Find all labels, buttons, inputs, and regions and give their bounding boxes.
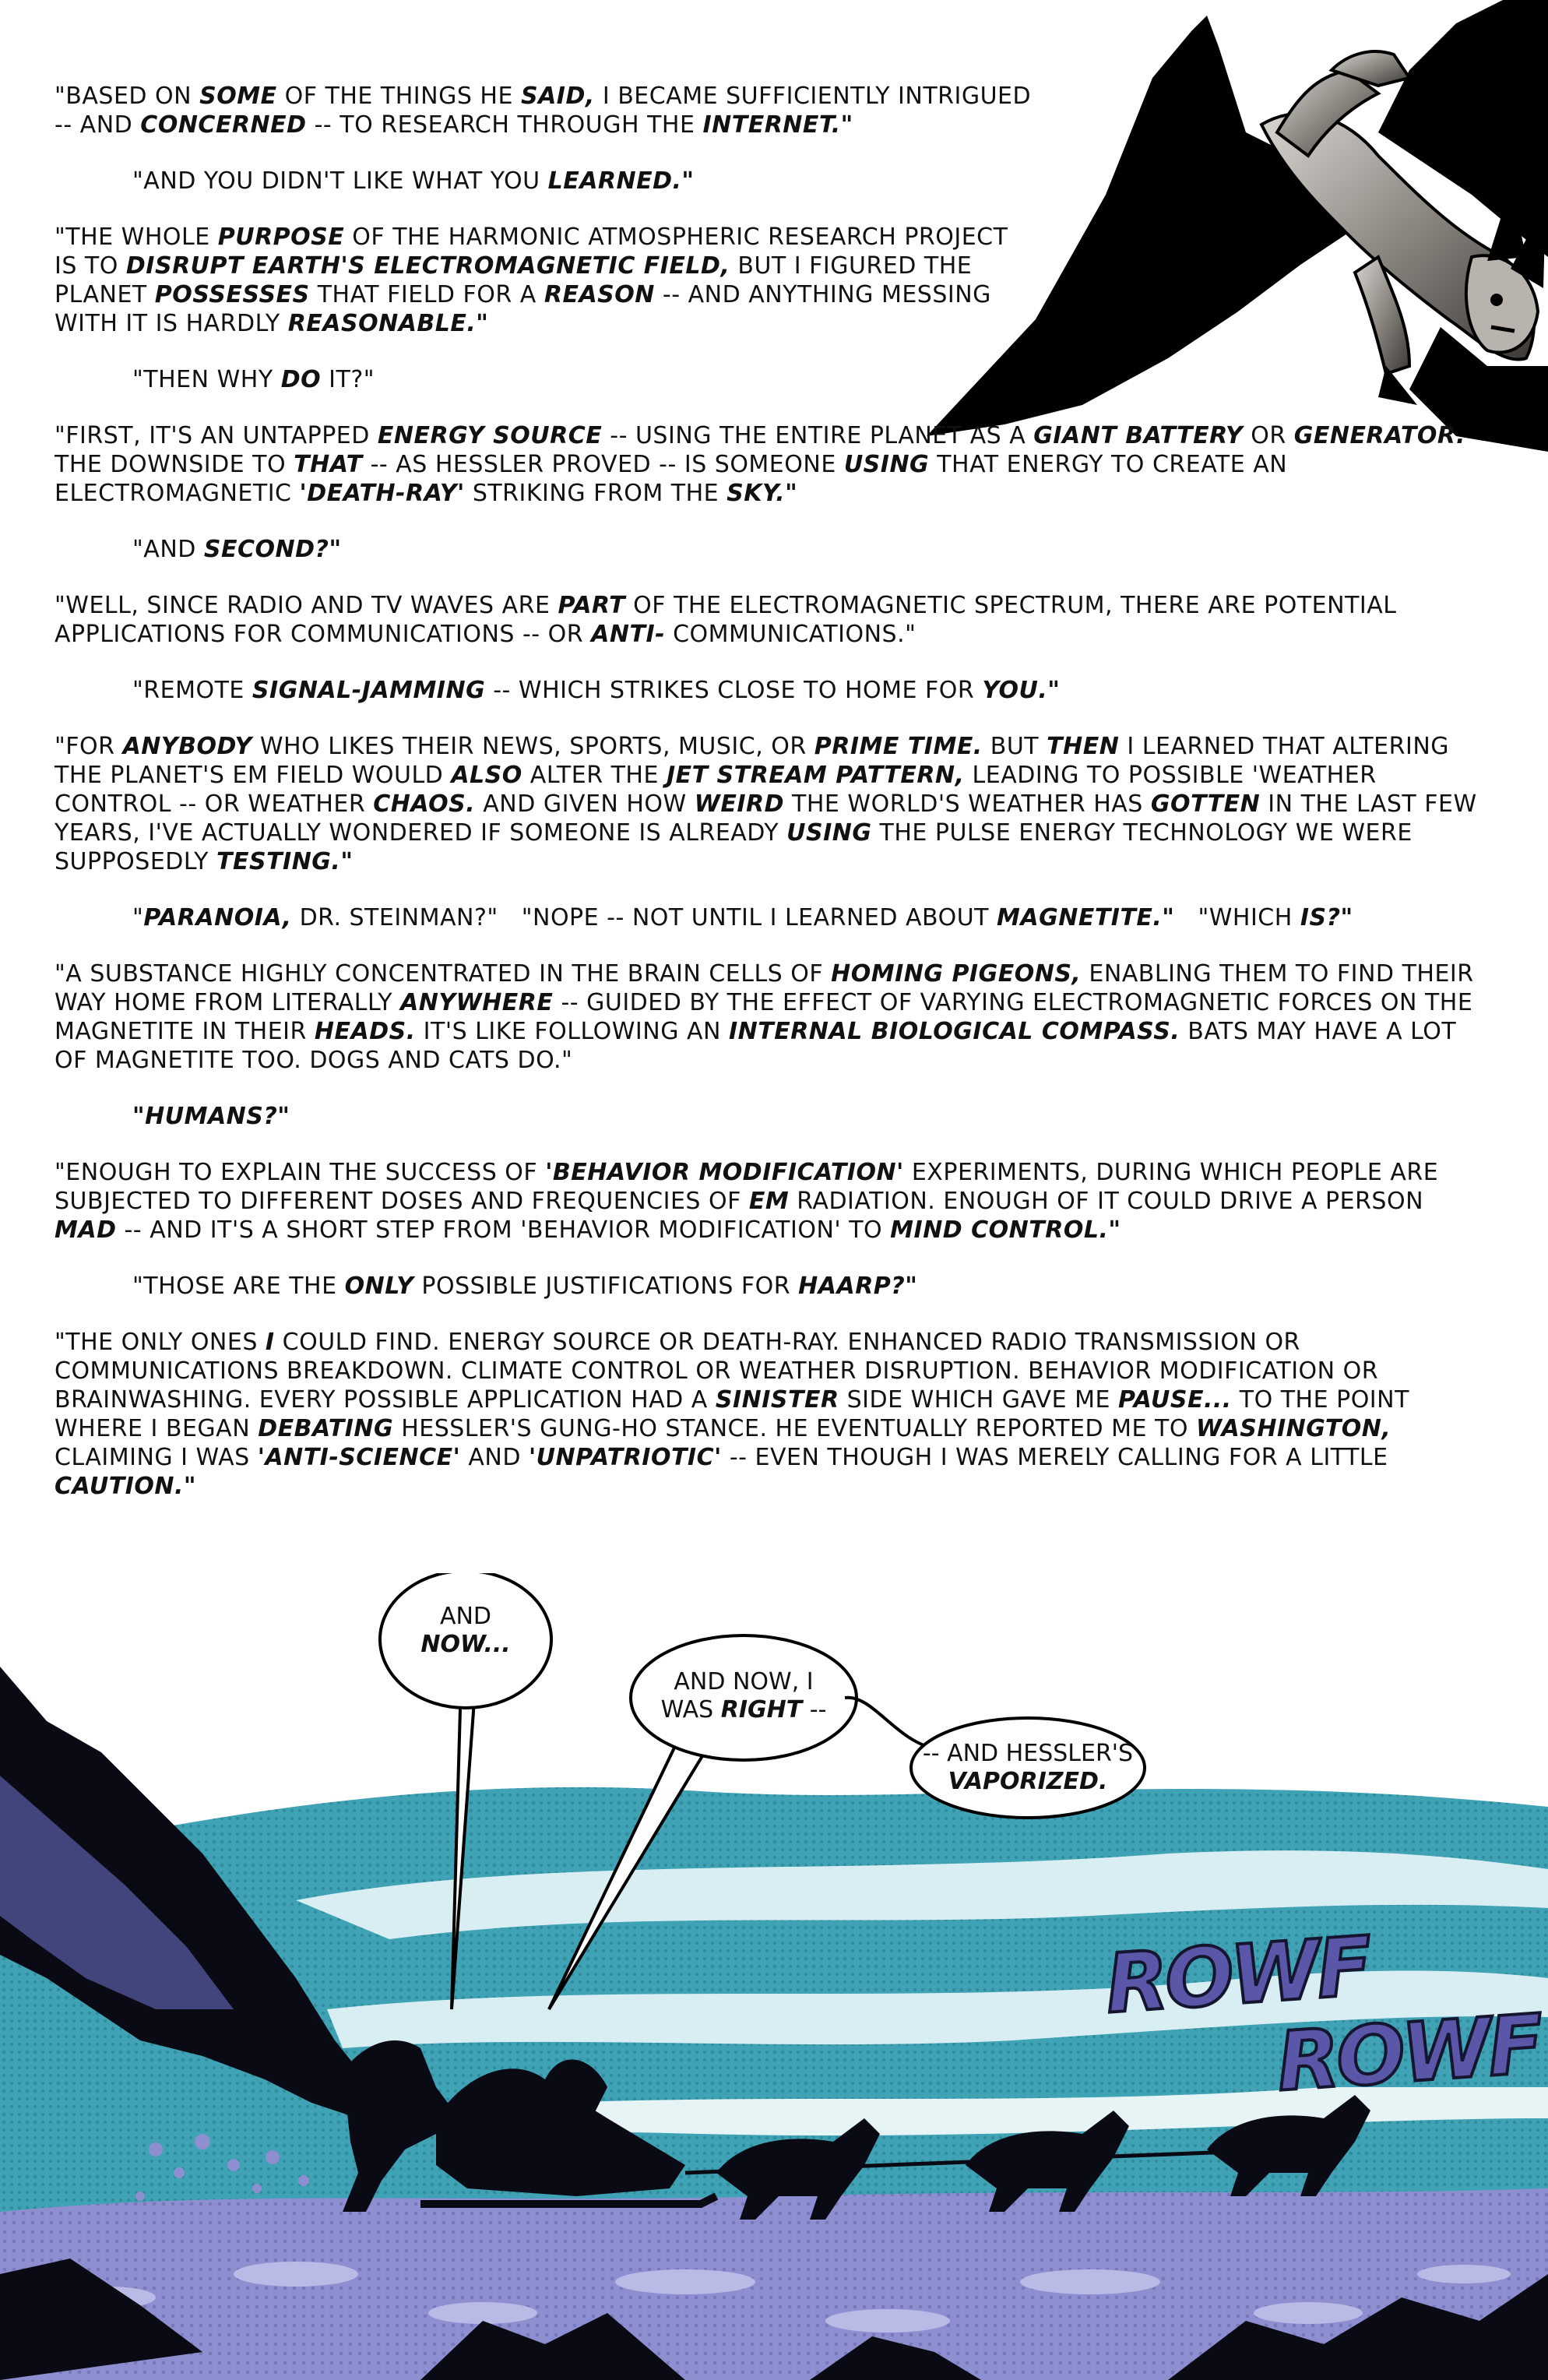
dialogue-paragraph-9 [55, 732, 1487, 876]
text-run: ALTER THE [522, 762, 667, 789]
sound-effect-rowf-2: ROWF [1274, 1996, 1544, 2110]
emphasis-run: 'BEHAVIOR MODIFICATION' [545, 1159, 904, 1186]
text-run: OF THE ELECTROMAGNETIC SPECTRUM, THERE ARE POTENTIAL APPLICATIONS FOR COMMUNICATIONS -- OR [55, 592, 1397, 648]
emphasis-run: GIANT BATTERY [1033, 422, 1244, 449]
dialogue-paragraph-15 [55, 1328, 1487, 1501]
balloon-line: -- AND HESSLER'S [922, 1740, 1134, 1767]
balloon-line: AND NOW, I [674, 1668, 814, 1695]
balloon-2-text [646, 1668, 841, 1724]
emphasis-run: HEADS. [314, 1018, 416, 1045]
text-run: -- USING THE ENTIRE PLANET AS A [602, 422, 1034, 449]
dialogue-paragraph-3 [55, 223, 1036, 338]
emphasis-run: GOTTEN [1150, 790, 1261, 818]
emphasis-run: GENERATOR. [1293, 422, 1465, 449]
text-run: -- TO RESEARCH THROUGH THE [306, 111, 703, 139]
text-run: -- [802, 1696, 827, 1723]
balloon-1-text [388, 1603, 544, 1659]
text-run: "BASED ON [55, 83, 200, 110]
text-run: "A SUBSTANCE HIGHLY CONCENTRATED IN THE BRAIN CELLS OF [55, 960, 832, 988]
emphasis-run: ALSO [451, 762, 522, 789]
emphasis-run: MAGNETITE." [997, 904, 1175, 931]
emphasis-run: SIGNAL-JAMMING [252, 677, 486, 704]
emphasis-run: 'DEATH-RAY' [299, 480, 465, 507]
text-run: "AND YOU DIDN'T LIKE WHAT YOU [132, 167, 548, 195]
text-run: OF THE THINGS HE [276, 83, 521, 110]
dialogue-paragraph-8 [55, 676, 1487, 705]
text-run: I LEARNED THAT ALTERING THE PLANET'S EM FIELD WOULD [55, 733, 1450, 789]
text-run: CLAIMING I WAS [55, 1444, 258, 1471]
creature-eye [1490, 294, 1503, 306]
emphasis-run: HOMING PIGEONS, [831, 960, 1082, 988]
sound-effect-rowf-1: ROWF [1103, 1918, 1373, 2032]
text-run: "WELL, SINCE RADIO AND TV WAVES ARE [55, 592, 558, 619]
emphasis-run: POSSESSES [154, 281, 310, 308]
text-run: TO THE POINT WHERE I BEGAN [55, 1386, 1409, 1442]
emphasis-run: PAUSE... [1117, 1386, 1232, 1414]
text-run: -- AND IT'S A SHORT STEP FROM 'BEHAVIOR MODIFICATION' TO [116, 1216, 891, 1244]
emphasis-run: DO [280, 366, 322, 393]
text-run: WHO LIKES THEIR NEWS, SPORTS, MUSIC, OR [252, 733, 814, 760]
text-run: "ENOUGH TO EXPLAIN THE SUCCESS OF [55, 1159, 546, 1186]
balloon-line: VAPORIZED. [948, 1768, 1108, 1795]
balloon-line [646, 1696, 841, 1724]
text-run: " [132, 904, 144, 931]
emphasis-run: WEIRD [694, 790, 784, 818]
text-run: "FIRST, IT'S AN UNTAPPED [55, 422, 378, 449]
emphasis-run: EM [748, 1188, 790, 1215]
text-run: OF THE HARMONIC ATMOSPHERIC RESEARCH PROJECT IS TO [55, 224, 1008, 280]
text-run: "THE ONLY ONES [55, 1329, 266, 1356]
emphasis-run: SKY." [727, 480, 798, 507]
emphasis-run: RIGHT [720, 1696, 803, 1723]
text-run: -- AND ANYTHING MESSING WITH IT IS HARDLY [55, 281, 991, 337]
dialogue-paragraph-14 [55, 1272, 1487, 1301]
text-run: AND GIVEN HOW [475, 790, 695, 818]
text-run: IN THE LAST FEW YEARS, I'VE ACTUALLY WONDERED IF SOMEONE IS ALREADY [55, 790, 1477, 847]
text-run: BUT I FIGURED THE PLANET [55, 252, 973, 308]
emphasis-run: PARANOIA, [143, 904, 292, 931]
text-run: OR [1243, 422, 1294, 449]
emphasis-run: 'UNPATRIOTIC' [529, 1444, 722, 1471]
balloon-line: AND [439, 1603, 492, 1630]
dialogue-paragraph-4 [55, 365, 1487, 394]
emphasis-run: ANYWHERE [400, 989, 554, 1016]
text-run: -- WHICH STRIKES CLOSE TO HOME FOR [485, 677, 983, 704]
dialogue-paragraph-11 [55, 959, 1487, 1075]
text-run: SIDE WHICH GAVE ME [839, 1386, 1118, 1414]
text-run: THAT ENERGY TO CREATE AN ELECTROMAGNETIC [55, 451, 1288, 507]
emphasis-run: WASHINGTON, [1196, 1415, 1391, 1442]
sled-scene-panel [0, 1573, 1548, 2380]
emphasis-run: THAT [294, 451, 363, 478]
emphasis-run: DISRUPT EARTH'S ELECTROMAGNETIC FIELD, [125, 252, 730, 280]
emphasis-run: CHAOS. [373, 790, 476, 818]
text-run: STRIKING FROM THE [464, 480, 727, 507]
text-run: BUT [982, 733, 1047, 760]
text-run: COULD FIND. ENERGY SOURCE OR DEATH-RAY. ENHANCED RADIO TRANSMISSION OR COMMUNICATIONS BREAKDOWN. CLIMATE CONTROL OR WEATHER DISRUPTION. BEHAVIOR MODIFICATION OR BRAINWASHING. EVERY POSSIBLE APPLICATION HAD A [55, 1329, 1379, 1414]
emphasis-run: TESTING." [216, 848, 354, 875]
emphasis-run: ANYBODY [122, 733, 252, 760]
emphasis-run: ANTI- [591, 621, 666, 648]
emphasis-run: LEARNED." [547, 167, 695, 195]
emphasis-run: SECOND?" [203, 536, 342, 563]
emphasis-run: SINISTER [715, 1386, 839, 1414]
emphasis-run: REASONABLE." [287, 310, 489, 337]
text-run: "FOR [55, 733, 123, 760]
emphasis-run: THEN [1047, 733, 1120, 760]
dialogue-paragraph-5 [55, 421, 1487, 508]
text-run: "THEN WHY [132, 366, 281, 393]
emphasis-run: YOU." [982, 677, 1061, 704]
text-run: -- AS HESSLER PROVED -- IS SOMEONE [362, 451, 844, 478]
text-run: -- EVEN THOUGH I WAS MERELY CALLING FOR A LITTLE [721, 1444, 1388, 1471]
text-run: "THE WHOLE [55, 224, 218, 251]
emphasis-run: INTERNAL BIOLOGICAL COMPASS. [728, 1018, 1180, 1045]
text-run: THAT FIELD FOR A [309, 281, 544, 308]
emphasis-run: PART [558, 592, 626, 619]
text-run: THE DOWNSIDE TO [55, 451, 294, 478]
balloon-3-text [919, 1740, 1137, 1796]
emphasis-run: HAARP?" [798, 1273, 918, 1300]
text-run: -- GUIDED BY THE EFFECT OF VARYING ELECTROMAGNETIC FORCES ON THE MAGNETITE IN THEIR [55, 989, 1473, 1045]
emphasis-run: CAUTION." [55, 1473, 197, 1500]
emphasis-run: INTERNET." [702, 111, 853, 139]
dialogue-paragraph-1 [55, 82, 1036, 139]
text-run: WAS [660, 1696, 721, 1723]
text-run: IT'S LIKE FOLLOWING AN [415, 1018, 729, 1045]
emphasis-run: IS?" [1300, 904, 1353, 931]
text-run: HESSLER'S GUNG-HO STANCE. HE EVENTUALLY REPORTED ME TO [393, 1415, 1197, 1442]
dialogue-paragraph-10 [55, 903, 1487, 932]
text-run: BATS MAY HAVE A LOT OF MAGNETITE TOO. DOGS AND CATS DO." [55, 1018, 1457, 1074]
text-run: THE WORLD'S WEATHER HAS [784, 790, 1151, 818]
text-run: LEADING TO POSSIBLE 'WEATHER CONTROL -- OR WEATHER [55, 762, 1377, 818]
text-run: DR. STEINMAN?" [291, 904, 498, 931]
emphasis-run: 'ANTI-SCIENCE' [257, 1444, 461, 1471]
text-run: "NOPE -- NOT UNTIL I LEARNED ABOUT [521, 904, 997, 931]
text-run: AND [460, 1444, 529, 1471]
emphasis-run: MIND CONTROL." [890, 1216, 1121, 1244]
dialogue-paragraph-2 [55, 167, 1114, 195]
text-run: "THOSE ARE THE [132, 1273, 345, 1300]
dialogue-paragraph-13 [55, 1158, 1487, 1245]
emphasis-run: PRIME TIME. [814, 733, 983, 760]
emphasis-run: USING [786, 819, 872, 847]
text-run: COMMUNICATIONS." [665, 621, 916, 648]
text-run: RADIATION. ENOUGH OF IT COULD DRIVE A PERSON [789, 1188, 1424, 1215]
emphasis-run: MAD [55, 1216, 117, 1244]
emphasis-run: SOME [199, 83, 277, 110]
text-run: "WHICH [1198, 904, 1300, 931]
emphasis-run: CONCERNED [140, 111, 307, 139]
emphasis-run: PURPOSE [217, 224, 345, 251]
emphasis-run: ENERGY SOURCE [377, 422, 603, 449]
text-run: "AND [132, 536, 204, 563]
emphasis-run: DEBATING [258, 1415, 394, 1442]
dialogue-paragraph-6 [55, 535, 1487, 564]
emphasis-run: JET STREAM PATTERN, [666, 762, 965, 789]
dialogue-paragraph-12: "HUMANS?" [132, 1103, 290, 1130]
dialogue-text-block [55, 82, 1487, 1528]
text-run: EXPERIMENTS, DURING WHICH PEOPLE ARE SUBJECTED TO DIFFERENT DOSES AND FREQUENCIES OF [55, 1159, 1439, 1215]
dialogue-paragraph-7 [55, 591, 1487, 649]
emphasis-run: REASON [544, 281, 655, 308]
emphasis-run: USING [843, 451, 930, 478]
text-run: POSSIBLE JUSTIFICATIONS FOR [413, 1273, 799, 1300]
text-run: THE PULSE ENERGY TECHNOLOGY WE WERE SUPPOSEDLY [55, 819, 1413, 875]
text-run: ENABLING THEM TO FIND THEIR WAY HOME FROM LITERALLY [55, 960, 1474, 1016]
text-run: I BECAME SUFFICIENTLY INTRIGUED -- AND [55, 83, 1032, 139]
emphasis-run: SAID, [520, 83, 595, 110]
emphasis-run: I [265, 1329, 275, 1356]
balloon-line: NOW... [420, 1631, 511, 1658]
text-run: "REMOTE [132, 677, 252, 704]
emphasis-run: ONLY [344, 1273, 414, 1300]
text-run: IT?" [321, 366, 375, 393]
